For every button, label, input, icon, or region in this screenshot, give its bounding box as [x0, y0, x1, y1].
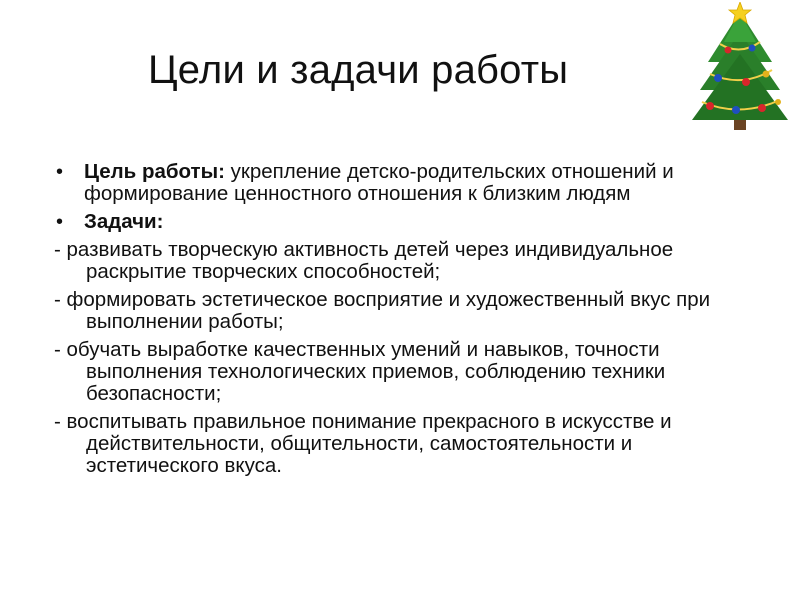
task-text: - формировать эстетическое восприятие и художественный вкус при выполнении работы; [54, 288, 711, 333]
slide-body [54, 161, 754, 483]
goal-text: укрепление детско-родительских отношений и формирование ценностного отношения к близким людям [84, 160, 674, 205]
goal-label: Цель работы: [84, 160, 225, 183]
task-item [54, 339, 754, 405]
slide-title: Цели и задачи работы [148, 48, 569, 92]
christmas-tree-icon [690, 2, 790, 134]
task-item [54, 289, 754, 333]
task-text: - воспитывать правильное понимание прекрасного в искусстве и действительности, общительности, самостоятельности и эстетического вкуса. [54, 410, 672, 477]
bullet-icon: • [56, 211, 64, 233]
tasks-heading-item [54, 211, 754, 233]
bullet-icon: • [56, 161, 64, 183]
task-item [54, 239, 754, 283]
task-text: - развивать творческую активность детей через индивидуальное раскрытие творческих способностей; [54, 238, 674, 283]
tasks-label: Задачи: [84, 210, 164, 233]
goal-item [54, 161, 754, 205]
task-item [54, 411, 754, 477]
task-text: - обучать выработке качественных умений и навыков, точности выполнения технологических приемов, соблюдению техники безопасности; [54, 338, 666, 405]
